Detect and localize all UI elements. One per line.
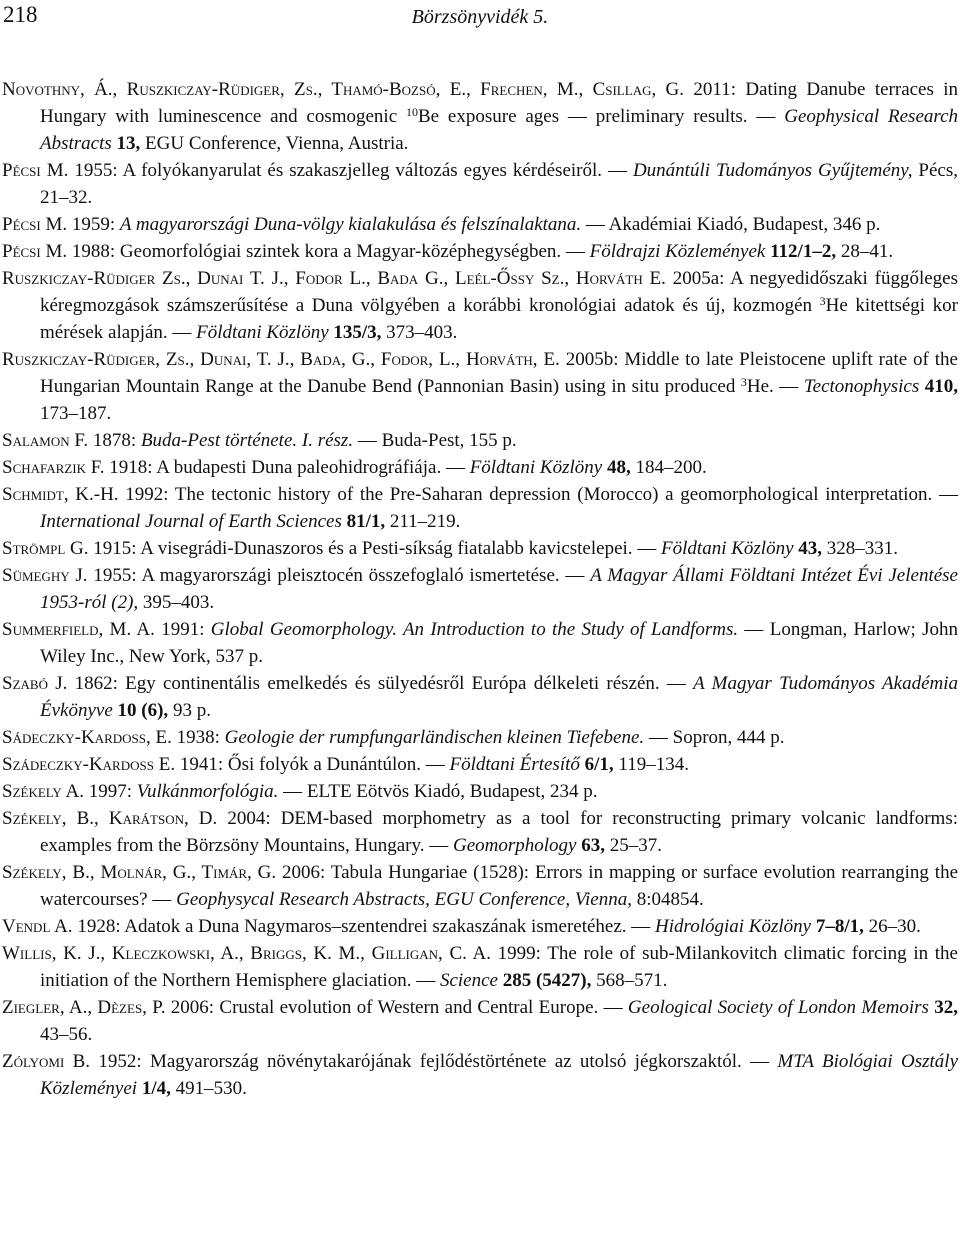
ref-volume: 10 (6), [112, 700, 169, 721]
ref-volume: 32, [928, 997, 958, 1018]
ref-year: 1959: [67, 214, 120, 235]
ref-title: Geologie der rumpfungarländischen kleinen Tiefebene. [224, 727, 645, 748]
page-header [3, 0, 957, 36]
ref-year: 1918: [104, 457, 157, 478]
reference-entry [2, 940, 958, 994]
ref-details: 328–331. [822, 538, 899, 559]
ref-authors: Szádeczky-Kardoss E. [2, 754, 176, 775]
ref-authors: Székely, B., Karátson, D. [2, 808, 218, 829]
ref-year: 1938: [171, 727, 225, 748]
ref-title: A visegrádi-Dunaszoros és a Pesti-síkság fiatalabb kavicstelepei. — [140, 538, 662, 559]
ref-year: 2006: [276, 862, 331, 883]
ref-authors: Sümeghy J. [2, 565, 88, 586]
reference-list [2, 76, 958, 1102]
ref-year: 1862: [67, 673, 126, 694]
ref-superscript: 3 [740, 375, 747, 389]
reference-entry [2, 76, 958, 157]
ref-details: 43–56. [40, 1024, 93, 1045]
ref-details: — ELTE Eötvös Kiadó, Budapest, 234 p. [278, 781, 598, 802]
ref-details: 395–403. [138, 592, 215, 613]
ref-year: 1999: [490, 943, 548, 964]
ref-volume: 13, [111, 133, 141, 154]
ref-details: 26–30. [863, 916, 921, 937]
ref-volume: 1/4, [137, 1078, 171, 1099]
ref-year: 2005b: [559, 349, 625, 370]
ref-authors: Schafarzik F. [2, 457, 105, 478]
reference-entry [2, 211, 958, 238]
reference-entry [2, 751, 958, 778]
ref-year: 2006: [165, 997, 220, 1018]
running-title: Börzsönyvidék 5. [411, 6, 549, 28]
ref-journal: Science [439, 970, 498, 991]
reference-entry [2, 157, 958, 211]
ref-title: A budapesti Duna paleohidrográfiája. — [156, 457, 470, 478]
ref-title: He. — [746, 376, 804, 397]
ref-title: Tabula Hungariae (1528): Errors in mapping or surface evolution rearranging the watercourses? — [40, 862, 958, 910]
ref-year: 1915: [88, 538, 141, 559]
ref-title: Dating Danube terraces in Hungary with luminescence and cosmogenic [40, 79, 959, 127]
ref-journal: Geophysycal Research Abstracts, EGU Conference, Vienna, [176, 889, 632, 910]
ref-volume: 43, [793, 538, 823, 559]
ref-title: A magyarországi Duna-völgy kialakulása és felszínalaktana. [119, 214, 582, 235]
ref-authors: Sádeczky-Kardoss, E. [2, 727, 172, 748]
reference-entry [2, 805, 958, 859]
ref-authors: Pécsi M. [2, 214, 68, 235]
ref-title: Middle to late Pleistocene uplift rate of the Hungarian Mountain Range at the Danube Bend (Pannonian Basin) using in situ produced [40, 349, 958, 397]
ref-title: Buda-Pest története. I. rész. [140, 430, 354, 451]
ref-authors: Ziegler, A., Dèzes, P. [2, 997, 166, 1018]
ref-title: The role of sub-Milankovitch climatic forcing in the initiation of the Northern Hemisphere glaciation. — [40, 943, 958, 991]
ref-authors: Székely A. [2, 781, 84, 802]
ref-journal: A Magyar Tudományos Akadémia Évkönyve [40, 673, 959, 721]
ref-journal: Földrajzi Közlemények [589, 241, 766, 262]
ref-authors: Székely, B., Molnár, G., Timár, G. [2, 862, 277, 883]
reference-entry [2, 535, 958, 562]
ref-title: A magyarországi pleisztocén összefoglaló ismertetése. — [141, 565, 591, 586]
ref-authors: Vendl A. [2, 916, 73, 937]
ref-year: 1955: [87, 565, 142, 586]
ref-details: — Akadémiai Kiadó, Budapest, 346 p. [581, 214, 881, 235]
reference-entry [2, 265, 958, 346]
ref-journal: Hidrológiai Közlöny [655, 916, 812, 937]
ref-journal: Dunántúli Tudományos Gyűjtemény, [632, 160, 913, 181]
ref-volume: 6/1, [579, 754, 614, 775]
ref-journal: International Journal of Earth Sciences [40, 511, 342, 532]
ref-year: 1878: [88, 430, 141, 451]
ref-volume: 410, [919, 376, 959, 397]
ref-details: 568–571. [591, 970, 668, 991]
ref-details: — Buda-Pest, 155 p. [353, 430, 517, 451]
ref-volume: 7–8/1, [811, 916, 864, 937]
ref-details: — Sopron, 444 p. [644, 727, 785, 748]
ref-volume: 112/1–2, [765, 241, 837, 262]
ref-authors: Salamon F. [2, 430, 89, 451]
reference-entry [2, 913, 958, 940]
ref-volume: 285 (5427), [497, 970, 592, 991]
ref-volume: 135/3, [328, 322, 382, 343]
reference-entry [2, 859, 958, 913]
reference-entry [2, 481, 958, 535]
ref-details: EGU Conference, Vienna, Austria. [140, 133, 409, 154]
ref-details: Pécs, 21–32. [40, 160, 958, 208]
reference-entry [2, 724, 958, 751]
reference-entry [2, 1048, 958, 1102]
ref-title: A folyókanyarulat és szakaszjelleg változás egyes kérdéseiről. — [122, 160, 633, 181]
ref-authors: Strömpl G. [2, 538, 89, 559]
reference-entry [2, 778, 958, 805]
reference-entry [2, 616, 958, 670]
ref-superscript: 3 [819, 294, 826, 308]
ref-details: 119–134. [613, 754, 689, 775]
ref-title: Vulkánmorfológia. [136, 781, 279, 802]
reference-entry [2, 427, 958, 454]
ref-details: 184–200. [630, 457, 707, 478]
ref-year: 2011: [684, 79, 746, 100]
ref-year: 1952: [90, 1051, 150, 1072]
ref-authors: Ruszkiczay-Rüdiger Zs., Dunai T. J., Fodor L., Bada G., Leél-Őssy Sz., Horváth E. [2, 268, 666, 289]
ref-details: 173–187. [40, 403, 112, 424]
page-number: 218 [3, 2, 38, 27]
ref-year: 2004: [217, 808, 281, 829]
ref-volume: 81/1, [341, 511, 386, 532]
ref-volume: 48, [602, 457, 631, 478]
ref-title: Global Geomorphology. An Introduction to the Study of Landforms. [210, 619, 739, 640]
reference-entry [2, 994, 958, 1048]
reference-entry [2, 670, 958, 724]
ref-details: 25–37. [604, 835, 662, 856]
ref-superscript: 10 [405, 105, 418, 119]
ref-year: 1941: [175, 754, 228, 775]
ref-authors: Willis, K. J., Kleczkowski, A., Briggs, K. M., Gilligan, C. A. [2, 943, 491, 964]
ref-journal: Földtani Közlöny [196, 322, 329, 343]
ref-journal: Geophysical Research Abstracts [40, 106, 959, 154]
ref-authors: Summerfield, M. A. [2, 619, 155, 640]
ref-details: 491–530. [170, 1078, 247, 1099]
ref-details: 28–41. [836, 241, 894, 262]
ref-details: 211–219. [385, 511, 461, 532]
reference-entry [2, 346, 958, 427]
ref-authors: Novothny, Á., Ruszkiczay-Rüdiger, Zs., Thamó-Bozsó, E., Frechen, M., Csillag, G. [2, 79, 685, 100]
ref-title: Adatok a Duna Nagymaros–szentendrei szakaszának ismeretéhez. — [124, 916, 656, 937]
ref-title: Egy continentális emelkedés és sülyedésről Európa délkeleti részén. — [125, 673, 694, 694]
ref-year: 1928: [72, 916, 125, 937]
ref-title: He kitettségi kor mérések alapján. — [40, 295, 958, 343]
ref-title: DEM-based morphometry as a tool for reconstructing primary volcanic landforms: examples from the Börzsöny Mountains, Hungary. — [40, 808, 958, 856]
ref-year: 1955: [68, 160, 123, 181]
ref-details: 93 p. [168, 700, 211, 721]
ref-year: 1992: [118, 484, 175, 505]
ref-title: The tectonic history of the Pre-Saharan depression (Morocco) a geomorphological interpretation. — [174, 484, 958, 505]
reference-entry [2, 238, 958, 265]
ref-title: Crustal evolution of Western and Central Europe. — [219, 997, 628, 1018]
ref-year: 1991: [154, 619, 211, 640]
ref-title: Be exposure ages — preliminary results. — [417, 106, 785, 127]
ref-details: 373–403. [381, 322, 458, 343]
ref-journal: Földtani Közlöny [469, 457, 603, 478]
ref-title: Magyarország növénytakarójának fejlődéstörténete az utolsó jégkorszaktól. — [149, 1051, 778, 1072]
ref-journal: Geological Society of London Memoirs [627, 997, 929, 1018]
ref-authors: Pécsi M. [2, 241, 68, 262]
ref-journal: Tectonophysics [803, 376, 920, 397]
ref-details: 8:04854. [632, 889, 704, 910]
ref-journal: Geomorphology [453, 835, 577, 856]
ref-authors: Pécsi M. [2, 160, 69, 181]
ref-year: 1988: [67, 241, 120, 262]
ref-authors: Schmidt, K.-H. [2, 484, 119, 505]
reference-entry [2, 562, 958, 616]
reference-entry [2, 454, 958, 481]
ref-details: — Longman, Harlow; John Wiley Inc., New York, 537 p. [40, 619, 958, 667]
ref-title: Geomorfológiai szintek kora a Magyar-középhegységben. — [119, 241, 590, 262]
ref-volume: 63, [576, 835, 605, 856]
ref-title: A negyedidőszaki függőleges kéregmozgások számszerűsítése a Duna völgyében a korábbi kronológiai adatok és új, kozmogén [40, 268, 958, 316]
ref-year: 2005a: [665, 268, 731, 289]
ref-title: Ősi folyók a Dunántúlon. — [227, 754, 450, 775]
ref-authors: Ruszkiczay-Rüdiger, Zs., Dunai, T. J., Bada, G., Fodor, L., Horváth, E. [2, 349, 560, 370]
ref-journal: Földtani Értesítő [449, 754, 580, 775]
ref-journal: MTA Biológiai Osztály Közleményei [40, 1051, 958, 1099]
ref-authors: Szabó J. [2, 673, 68, 694]
ref-year: 1997: [83, 781, 137, 802]
ref-journal: A Magyar Állami Földtani Intézet Évi Jelentése 1953-ról (2), [40, 565, 958, 613]
ref-journal: Földtani Közlöny [661, 538, 794, 559]
ref-authors: Zólyomi B. [2, 1051, 91, 1072]
